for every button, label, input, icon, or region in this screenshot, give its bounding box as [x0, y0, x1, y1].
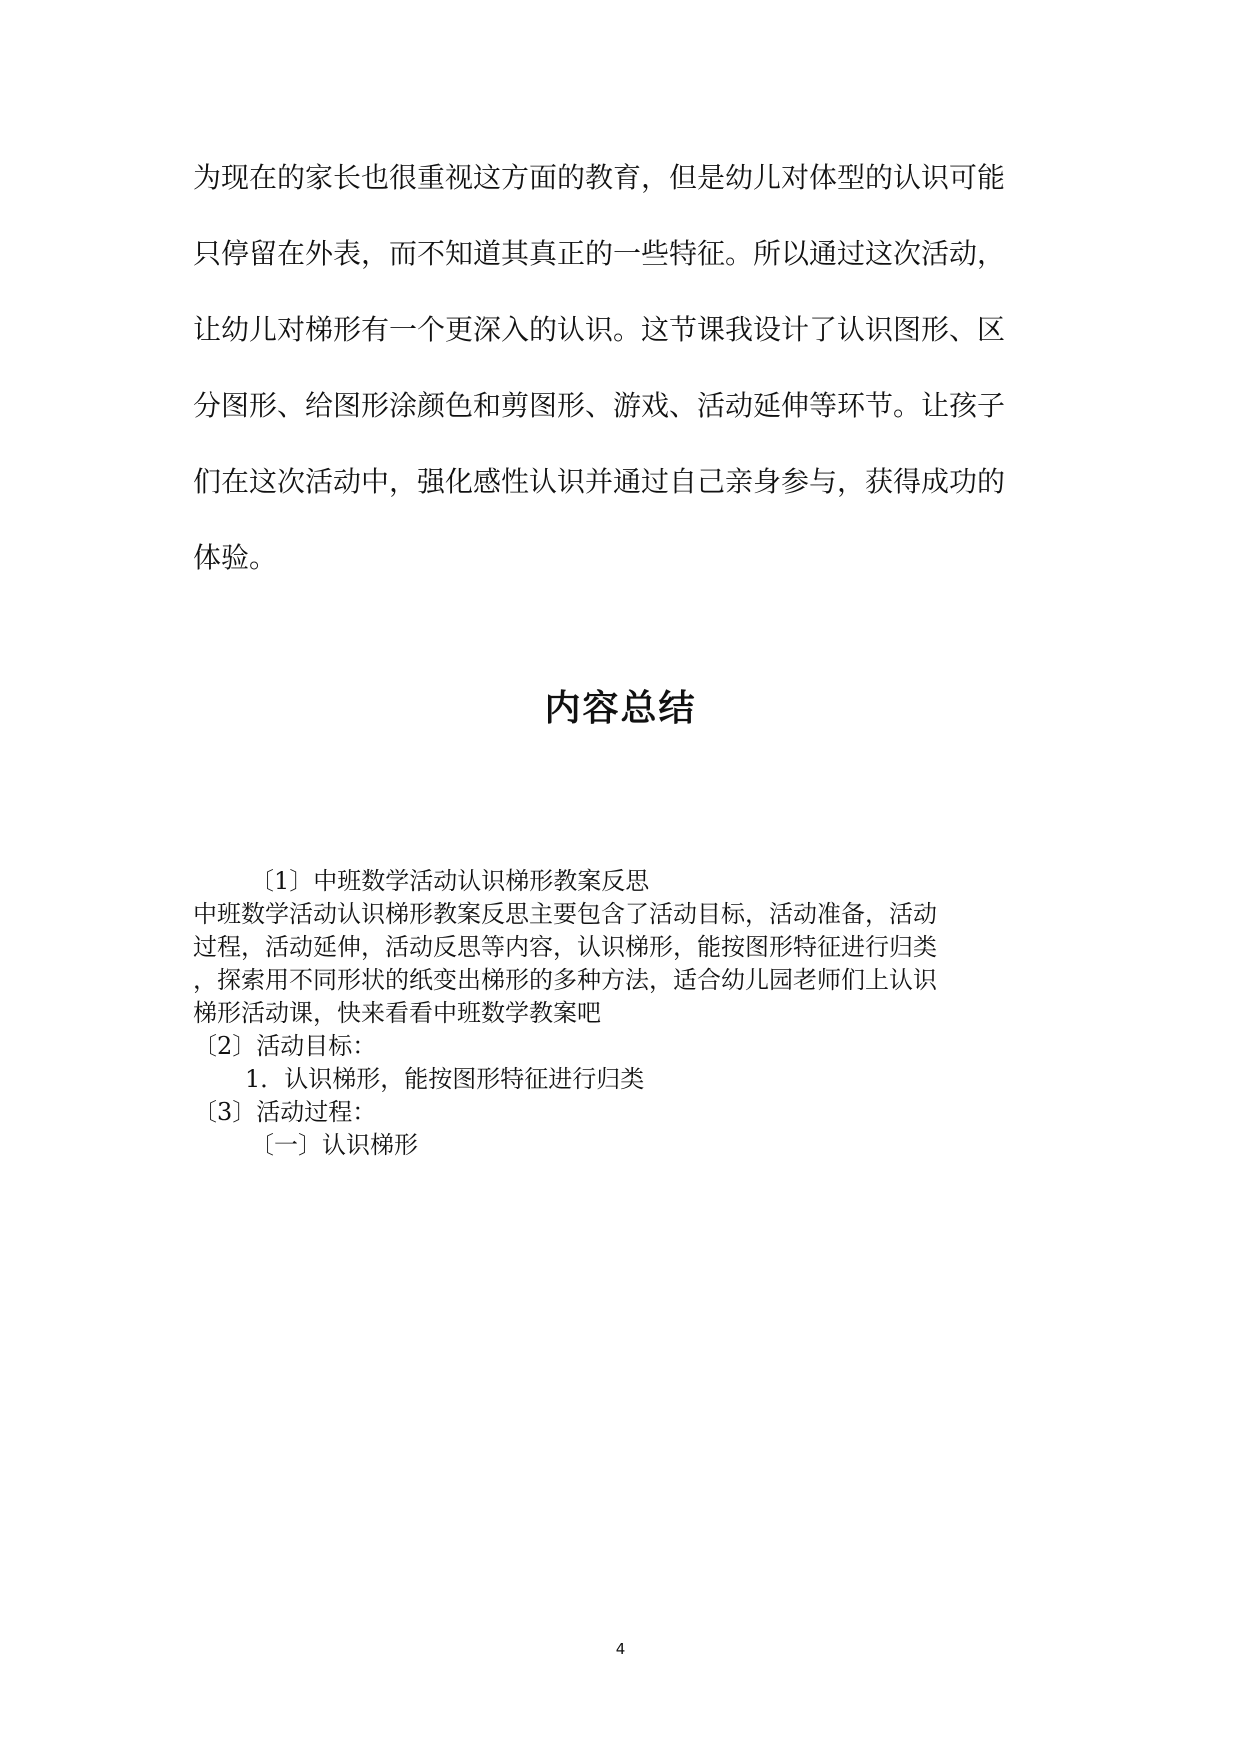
- summary-item-1-text: 梯形活动课，快来看看中班数学教案吧: [193, 999, 601, 1027]
- summary-item-1-text: 过程，活动延伸，活动反思等内容，认识梯形，能按图形特征进行归类: [193, 933, 937, 961]
- summary-title: 内容总结: [544, 688, 697, 729]
- paragraph-line: 体验。: [193, 541, 278, 574]
- summary-item-2-heading: 〔2〕活动目标：: [193, 1032, 377, 1060]
- summary-item-1-text: 中班数学活动认识梯形教案反思主要包含了活动目标，活动准备，活动: [193, 900, 937, 928]
- summary-item-2-sub: 1．认识梯形，能按图形特征进行归类: [245, 1065, 645, 1093]
- paragraph-line: 只停留在外表，而不知道其真正的一些特征。所以通过这次活动，: [193, 237, 1006, 270]
- summary-item-1-text: ，探索用不同形状的纸变出梯形的多种方法，适合幼儿园老师们上认识: [193, 966, 937, 994]
- paragraph-line: 们在这次活动中，强化感性认识并通过自己亲身参与，获得成功的: [193, 465, 1006, 498]
- summary-item-3-sub: 〔一〕认识梯形: [250, 1131, 418, 1159]
- summary-item-1-heading: 〔1〕中班数学活动认识梯形教案反思: [250, 867, 650, 895]
- paragraph-line: 分图形、给图形涂颜色和剪图形、游戏、活动延伸等环节。让孩子: [193, 389, 1006, 422]
- summary-item-3-heading: 〔3〕活动过程：: [193, 1098, 377, 1126]
- page-number: 4: [615, 1640, 626, 1658]
- paragraph-line: 为现在的家长也很重视这方面的教育，但是幼儿对体型的认识可能: [193, 161, 1006, 194]
- paragraph-line: 让幼儿对梯形有一个更深入的认识。这节课我设计了认识图形、区: [193, 313, 1006, 346]
